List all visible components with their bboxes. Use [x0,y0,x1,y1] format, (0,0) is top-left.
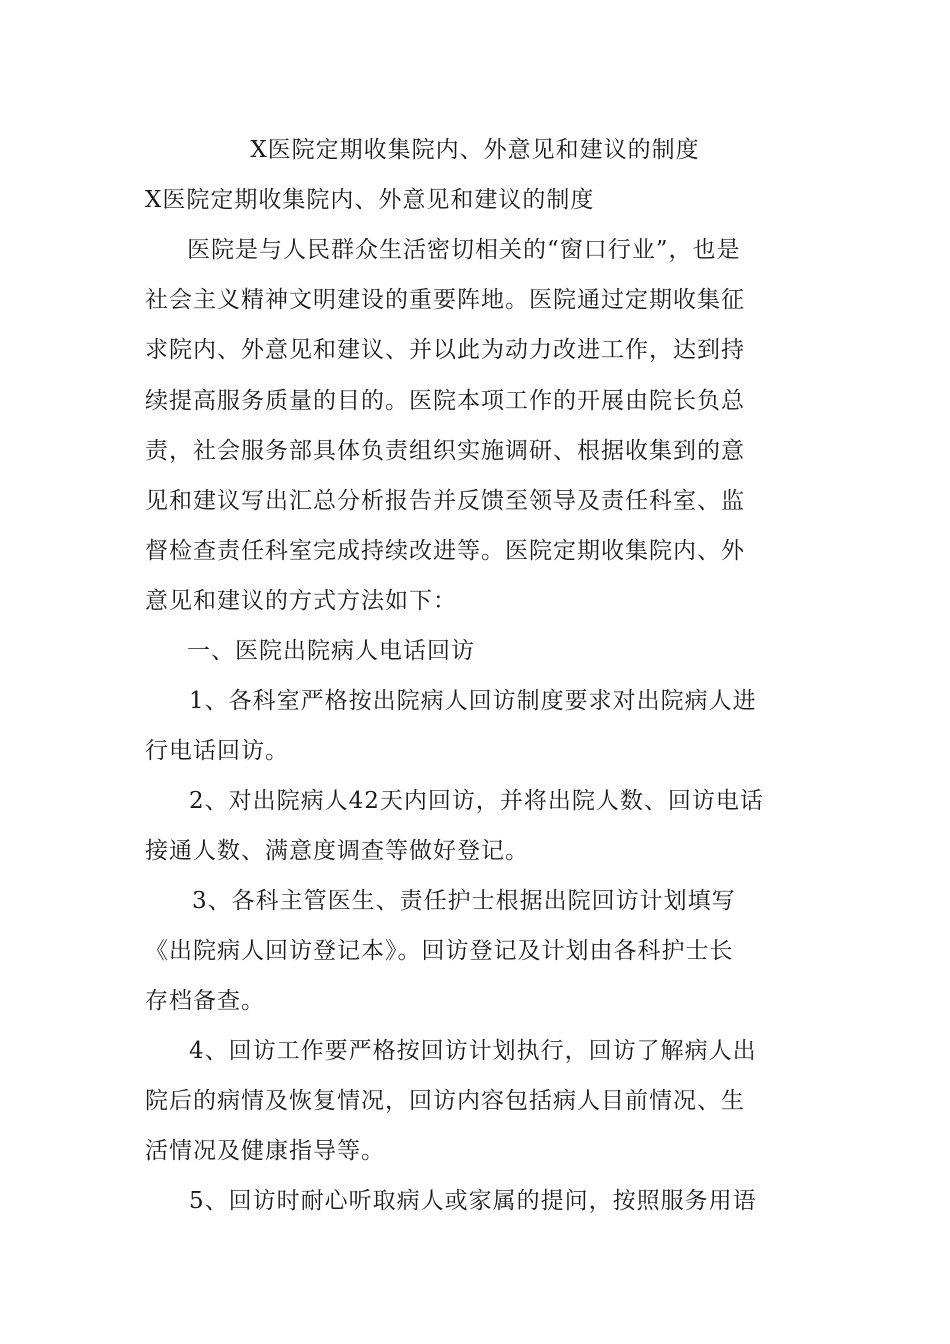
paragraph-line: 医院是与人民群众生活密切相关的“窗口行业”，也是 [187,237,741,263]
list-item-line: 接通人数、满意度调查等做好登记。 [145,838,529,864]
paragraph-line: 社会主义精神文明建设的重要阵地。医院通过定期收集征 [145,287,745,313]
list-item-line: 1、各科室严格按出院病人回访制度要求对出院病人进 [189,688,757,714]
list-item-line: 2、对出院病人42天内回访，并将出院人数、回访电话 [189,788,764,814]
list-item-line: 5、回访时耐心听取病人或家属的提问，按照服务用语 [189,1188,757,1214]
paragraph-line: 续提高服务质量的目的。医院本项工作的开展由院长负总 [145,388,745,414]
list-item-line: 《出院病人回访登记本》。回访登记及计划由各科护士长 [145,938,734,964]
document-subtitle: X医院定期收集院内、外意见和建议的制度 [145,187,595,213]
paragraph-line: 督检查责任科室完成持续改进等。医院定期收集院内、外 [145,538,745,564]
list-item-line: 行电话回访。 [145,738,289,764]
paragraph-line: 求院内、外意见和建议、并以此为动力改进工作，达到持 [145,337,745,363]
paragraph-line: 意见和建议的方式方法如下： [145,588,457,614]
list-item-line: 存档备查。 [145,988,265,1014]
list-item-line: 4、回访工作要严格按回访计划执行，回访了解病人出 [189,1038,757,1064]
document-title: X医院定期收集院内、外意见和建议的制度 [250,137,700,163]
section-heading: 一、医院出院病人电话回访 [187,638,475,664]
paragraph-line: 见和建议写出汇总分析报告并反馈至领导及责任科室、监 [145,488,745,514]
paragraph-line: 责，社会服务部具体负责组织实施调研、根据收集到的意 [145,438,745,464]
list-item-line: 活情况及健康指导等。 [145,1138,385,1164]
list-item-line: 3、各科主管医生、责任护士根据出院回访计划填写 [192,888,736,914]
list-item-line: 院后的病情及恢复情况，回访内容包括病人目前情况、生 [145,1088,745,1114]
